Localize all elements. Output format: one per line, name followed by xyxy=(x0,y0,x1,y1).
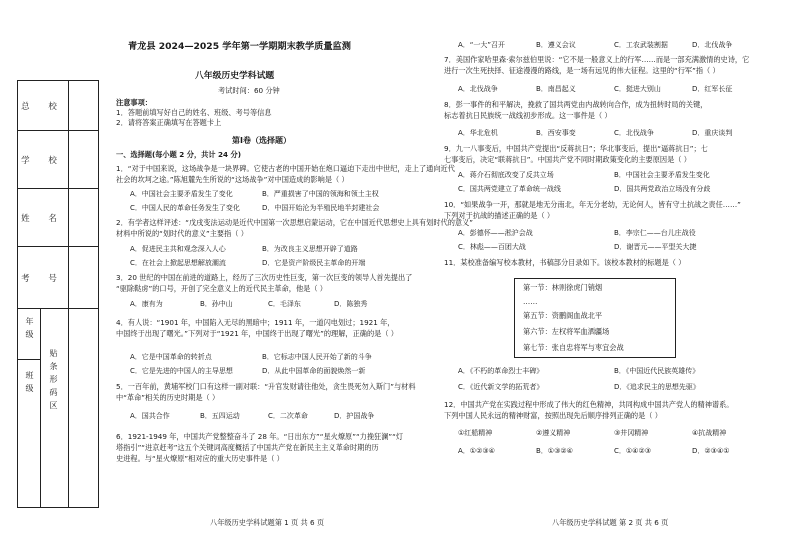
q2-stem: 2．有学者这样评述：“戊戌变法运动是近代中国第一次思想启蒙运动，它在中国近代思想史上具有划时代的意义” xyxy=(116,218,474,227)
q9-stem: 9．九一八事变后，中国共产党提出“反蒋抗日”；华北事变后，提出“逼蒋抗日”；七 xyxy=(444,144,708,153)
option: B．它标志中国人民开始了新的斗争 xyxy=(262,353,372,361)
option: A．它是中国革命的转折点 xyxy=(130,353,212,361)
barcode-label: 贴条形码区 xyxy=(49,349,58,414)
option: B．为改良主义思想开辟了道路 xyxy=(262,245,358,253)
page-footer: 八年级历史学科试题 第 2 页 共 6 页 xyxy=(552,518,669,527)
option: C．北伐战争 xyxy=(614,129,654,137)
binding-strip xyxy=(17,80,99,508)
q3-stem: 3．20 世纪的中国在前进的道路上，经历了三次历史性巨变，第一次巨变的领导人首先提出了 xyxy=(116,273,413,282)
option: D．从此中国革命的面貌焕然一新 xyxy=(262,367,366,375)
part1-heading: 第Ⅰ卷（选择题） xyxy=(232,136,291,145)
option: B．孙中山 xyxy=(200,300,233,308)
q5-stem: 5．一百年前，黄埔军校门口有这样一副对联：“升官发财请往他处，贪生畏死勿入斯门”与材料 xyxy=(116,382,416,391)
q3-stem: “驱除鞑虏”的口号，开创了完全意义上的近代民主革命，他是（ ） xyxy=(116,284,327,293)
q2-stem: 材料中所说的“划时代的意义”主要指（ ） xyxy=(116,229,248,238)
option: A．《不朽的革命烈士丰碑》 xyxy=(458,367,544,375)
option: A．彭德怀——淞沪会战 xyxy=(458,229,533,237)
option: B．南昌起义 xyxy=(536,85,576,93)
q1-stem: 社会的坎坷之途。”陈旭麓先生所说的“这场战争”对中国造成的影响是（ ） xyxy=(116,175,349,184)
page-footer: 八年级历史学科试题第 1 页 共 6 页 xyxy=(210,518,325,527)
option: C．它是先进的中国人的主导思想 xyxy=(130,367,233,375)
option: C．挺进大别山 xyxy=(614,85,661,93)
option: D．重庆谈判 xyxy=(692,129,733,137)
q6-stem: 史进程。与“星火燎原”相对应的重大历史事件是（ ） xyxy=(116,454,284,463)
q7-stem: 7．美国作家哈里森·索尔兹伯里说：“它不是一般意义上的行军……而是一部充满激情的史诗，它 xyxy=(444,55,750,64)
option: B．《中国近代民族英雄传》 xyxy=(614,367,700,375)
toc-item: …… xyxy=(523,297,538,306)
option: B．遵义会议 xyxy=(536,41,576,49)
toc-item: 第五节：资鹏阁血战北平 xyxy=(523,311,603,320)
q5-stem: 中“革命”相关的历史时期是（ ） xyxy=(116,393,220,402)
option: D．中国开始沦为半殖民地半封建社会 xyxy=(262,204,380,212)
q12-stem: 下列中国人民永远的精神财富，按照出现先后顺序排列正确的是（ ） xyxy=(444,411,662,420)
notice-item: 1．答题前填写好自己的姓名、班级、考号等信息 xyxy=(116,108,272,117)
field-school: 学 校 xyxy=(18,131,98,189)
option: C．在社会上掀起思想解放潮流 xyxy=(130,259,226,267)
q8-stem: 标志着抗日民族统一战线初步形成。这一事件是（ ） xyxy=(444,111,612,120)
option: C．毛泽东 xyxy=(268,300,301,308)
option: B．李宗仁——台儿庄战役 xyxy=(614,229,696,237)
q8-stem: 8．彭一事件的和平解决，挽救了国共两党由内战转向合作，成为扭转时局的关键， xyxy=(444,100,708,109)
option: ②遵义精神 xyxy=(536,429,571,437)
option: D．②③④① xyxy=(692,447,730,455)
q11-stem: 11．某校准备编写校本教材，书稿部分目录如下。该校本教材的标题是（ ） xyxy=(444,258,686,267)
notice-heading: 注意事项： xyxy=(116,98,152,107)
q10-stem: 下列对于抗战的描述正确的是（ ） xyxy=(444,211,555,220)
option: A．蒋介石彻底改变了反共立场 xyxy=(458,171,554,179)
option: A．①②③④ xyxy=(458,447,495,455)
option: ④抗战精神 xyxy=(692,429,727,437)
option: A．国共合作 xyxy=(130,412,170,420)
q4-stem: 中国终于出现了曙光。”下列对于“1921 年，中国终于出现了曙光”的理解，正确的是（ ） xyxy=(116,329,398,338)
section-intro: 一、选择题(每小题 2 分，共计 24 分) xyxy=(116,150,242,159)
subject-title: 八年级历史学科试题 xyxy=(195,71,275,81)
option: D．谢晋元——平型关大捷 xyxy=(614,243,697,251)
q12-stem: 12．中国共产党在实践过程中形成了伟大的红色精神，共同构成中国共产党人的精神谱系。 xyxy=(444,400,734,409)
q7-stem: 进行一次生死抉择、征途漫漫的路线，是一场有远见的伟大征程。这里的“行军”指（ ） xyxy=(444,66,720,75)
notice-item: 2．请将答案正确填写在答题卡上 xyxy=(116,118,222,127)
exam-title: 青龙县 2024—2025 学年第一学期期末教学质量监测 xyxy=(128,41,351,52)
option: C．①④②③ xyxy=(614,447,651,455)
toc-box xyxy=(514,278,676,358)
field-school-district: 总 校 xyxy=(18,81,98,131)
option: D．国共两党政治立场没有分歧 xyxy=(614,185,711,193)
q4-stem: 4．有人说：“1901 年，中国陷入无尽的黑暗中；1911 年，一道闪电划过；1921 年， xyxy=(116,318,395,327)
option: A．促进民主共和观念深入人心 xyxy=(130,245,226,253)
option: B．五四运动 xyxy=(200,412,240,420)
option: D．红军长征 xyxy=(692,85,733,93)
option: A．北伐战争 xyxy=(458,85,498,93)
grade-label: 年级 xyxy=(25,317,34,343)
option: C．中国人民的革命任务发生了变化 xyxy=(130,204,240,212)
option: C．《近代新文学的拓荒者》 xyxy=(458,383,544,391)
option: A．康有为 xyxy=(130,300,163,308)
option: C．工农武装割据 xyxy=(614,41,668,49)
field-name: 姓 名 xyxy=(18,189,98,247)
option: ①红船精神 xyxy=(458,429,493,437)
option: D．护国战争 xyxy=(334,412,375,420)
option: C．国共两党建立了革命统一战线 xyxy=(458,185,561,193)
option: C．林彪——百团大战 xyxy=(458,243,526,251)
option: A．“一大”召开 xyxy=(458,41,506,49)
q1-stem: 1．“对于中国来说，这场战争是一块界碑。它使古老的中国开始在炮口逼迫下走出中世纪，走上了通向近代 xyxy=(116,164,455,173)
q10-stem: 10．“如果战争一开，那就是地无分南北，年无分老幼，无论何人，皆有守土抗战之责任……” xyxy=(444,200,741,209)
toc-item: 第一节：林则徐虎门销烟 xyxy=(523,283,603,292)
exam-time: 考试时间：60 分钟 xyxy=(218,86,280,95)
toc-item: 第六节：左权将军血洒疆场 xyxy=(523,327,610,336)
grade-class-barcode xyxy=(18,309,98,507)
q6-stem: 6．1921-1949 年，中国共产党整整奋斗了 28 年。“日出东方”“星火燎原”“力挽狂澜”“灯 xyxy=(116,432,404,441)
option: D．它是资产阶级民主革命的开端 xyxy=(262,259,366,267)
option: B．①③②④ xyxy=(536,447,573,455)
option: A．中国社会主要矛盾发生了变化 xyxy=(130,190,233,198)
option: A．华北危机 xyxy=(458,129,498,137)
toc-item: 第七节：张自忠将军与枣宜会战 xyxy=(523,343,624,352)
option: C．二次革命 xyxy=(268,412,308,420)
option: B．严重损害了中国的领海和领土主权 xyxy=(262,190,379,198)
option: D．《追求民主的思想先驱》 xyxy=(614,383,700,391)
option: D．北伐战争 xyxy=(692,41,733,49)
q9-stem: 七事变后，决定“联蒋抗日”。中国共产党不同时期政策变化的主要原因是（ ） xyxy=(444,155,691,164)
option: D．陈独秀 xyxy=(334,300,368,308)
class-label: 班级 xyxy=(25,371,34,397)
option: B．西安事变 xyxy=(536,129,576,137)
option: ③井冈精神 xyxy=(614,429,649,437)
q6-stem: 塔指引”“进京赶考”这五个关键词高度概括了中国共产党在新民主主义革命时期的历 xyxy=(116,443,379,452)
field-exam-number: 考 号 xyxy=(18,247,98,309)
option: B．中国社会主要矛盾发生变化 xyxy=(614,171,710,179)
